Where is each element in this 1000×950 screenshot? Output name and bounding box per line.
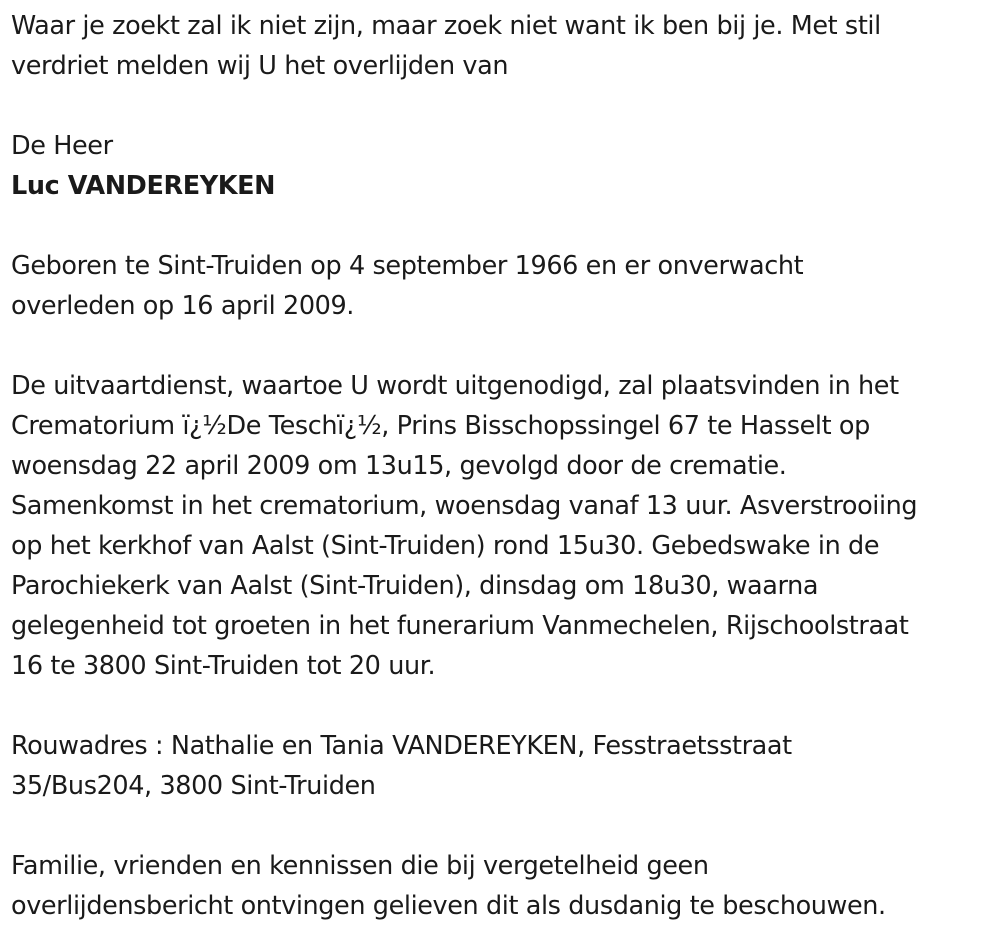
service-line: gelegenheid tot groeten in het funerarium Vanmechelen, Rijschoolstraat [11, 611, 909, 641]
service-line: Parochiekerk van Aalst (Sint-Truiden), dinsdag om 18u30, waarna [11, 571, 819, 601]
birth-line: Geboren te Sint-Truiden op 4 september 1966 en er onverwacht [11, 251, 804, 281]
closing-line: Familie, vrienden en kennissen die bij vergetelheid geen [11, 851, 709, 881]
spacer [11, 206, 996, 246]
service-line: De uitvaartdienst, waartoe U wordt uitgenodigd, zal plaatsvinden in het [11, 371, 899, 401]
address-line: 35/Bus204, 3800 Sint-Truiden [11, 771, 376, 801]
birth-line: overleden op 16 april 2009. [11, 291, 355, 321]
obituary-notice [11, 6, 996, 926]
spacer [11, 806, 996, 846]
service-line: woensdag 22 april 2009 om 13u15, gevolgd door de crematie. [11, 451, 787, 481]
spacer [11, 686, 996, 726]
service-line: Samenkomst in het crematorium, woensdag vanaf 13 uur. Asverstrooiing [11, 491, 918, 521]
honorific: De Heer [11, 131, 113, 161]
intro-line: Waar je zoekt zal ik niet zijn, maar zoek niet want ik ben bij je. Met stil [11, 11, 881, 41]
spacer [11, 326, 996, 366]
address-line: Rouwadres : Nathalie en Tania VANDEREYKEN, Fesstraetsstraat [11, 731, 792, 761]
spacer [11, 86, 996, 126]
service-line: Crematorium ï¿½De Teschï¿½, Prins Bisschopssingel 67 te Hasselt op [11, 411, 870, 441]
deceased-name: Luc VANDEREYKEN [11, 171, 276, 201]
service-line: 16 te 3800 Sint-Truiden tot 20 uur. [11, 651, 436, 681]
intro-line: verdriet melden wij U het overlijden van [11, 51, 509, 81]
closing-line: overlijdensbericht ontvingen gelieven dit als dusdanig te beschouwen. [11, 891, 886, 921]
service-line: op het kerkhof van Aalst (Sint-Truiden) rond 15u30. Gebedswake in de [11, 531, 880, 561]
